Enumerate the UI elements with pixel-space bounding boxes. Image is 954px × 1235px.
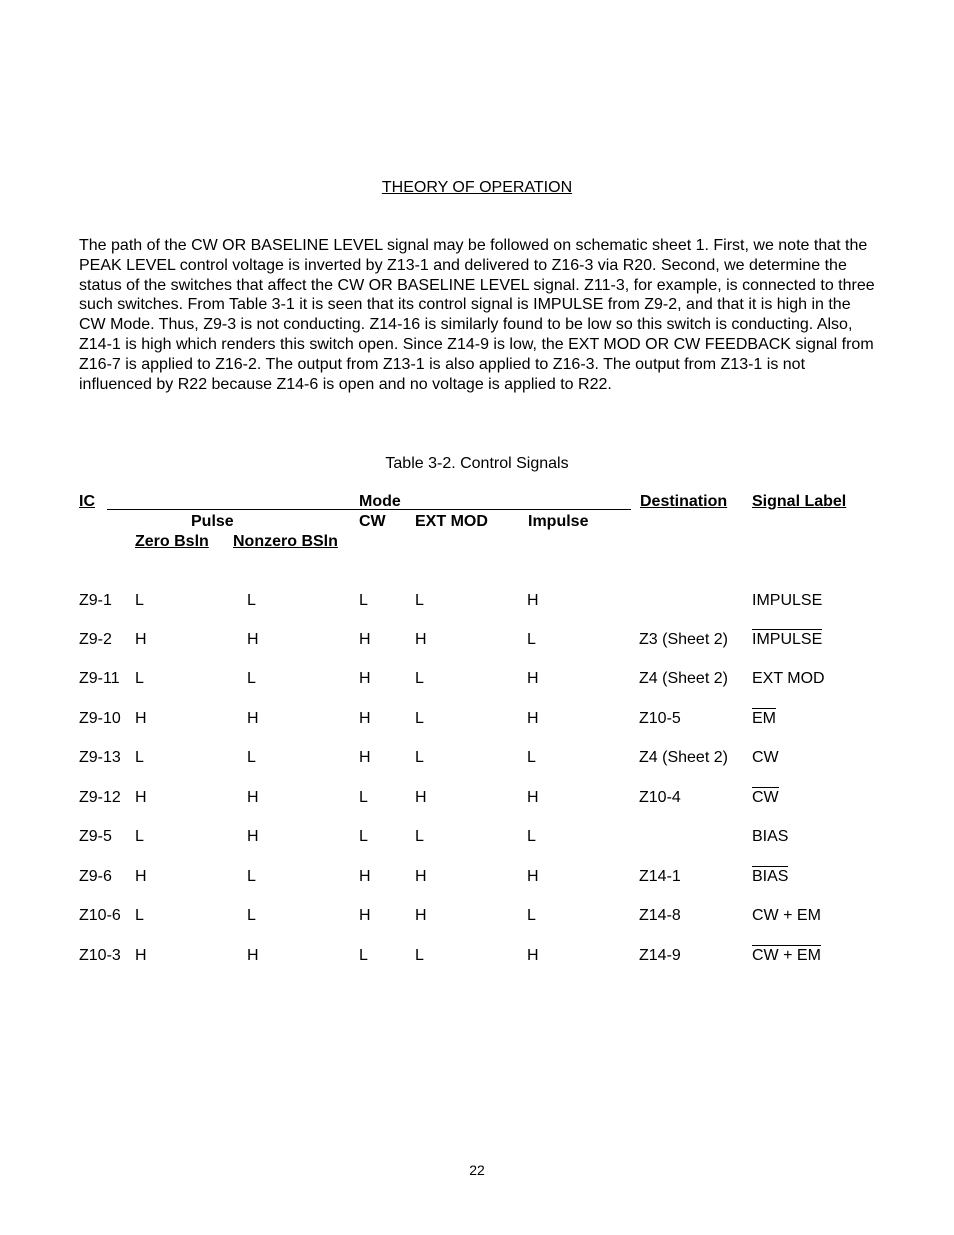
cell-ext-mod: L (415, 947, 424, 964)
cell-ext-mod: L (415, 749, 424, 766)
table-row (0, 630, 954, 650)
cell-cw: H (359, 710, 371, 727)
cell-zero-bsln: H (135, 789, 147, 806)
cell-ext-mod: L (415, 592, 424, 609)
cell-destination: Z4 (Sheet 2) (639, 670, 728, 687)
cell-impulse: H (527, 670, 539, 687)
cell-impulse: L (527, 828, 536, 845)
cell-nonzero-bsln: H (247, 947, 259, 964)
section-heading: THEORY OF OPERATION (381, 179, 573, 196)
cell-cw: L (359, 828, 368, 845)
table-row (0, 788, 954, 808)
cell-ext-mod: L (415, 828, 424, 845)
header-ic: IC (79, 493, 95, 510)
cell-cw: H (359, 907, 371, 924)
cell-nonzero-bsln: H (247, 828, 259, 845)
cell-cw: H (359, 631, 371, 648)
body-paragraph: The path of the CW OR BASELINE LEVEL signal may be followed on schematic sheet 1. First, we note that the PEAK LEVEL control voltage is inverted by Z13-1 and delivered to Z16-3 via R20. Second, we determine the status of the switches that affect the CW OR BASELINE LEVEL signal. Z11-3, for example, is connected to three such switches. From Table 3-1 it is seen that its control signal is IMPULSE from Z9-2, and that it is high in the CW Mode. Thus, Z9-3 is not conducting. Z14-16 is similarly found to be low so this switch is conducting. Also, Z14-1 is high which renders this switch open. Since Z14-9 is low, the EXT MOD OR CW FEEDBACK signal from Z16-7 is applied to Z16-2. The output from Z13-1 is also applied to Z16-3. The output from Z13-1 is not influenced by R22 because Z14-6 is open and no voltage is applied to R22. (79, 237, 875, 393)
cell-impulse: H (527, 947, 539, 964)
cell-destination: Z14-8 (639, 907, 681, 924)
mode-rule (107, 509, 631, 510)
cell-signal-label: CW (752, 789, 779, 806)
cell-ext-mod: L (415, 710, 424, 727)
table-row (0, 709, 954, 729)
page-number: 22 (469, 1162, 485, 1178)
cell-ext-mod: H (415, 868, 427, 885)
cell-cw: H (359, 670, 371, 687)
cell-signal-label: BIAS (752, 868, 789, 885)
cell-destination: Z14-9 (639, 947, 681, 964)
cell-ic: Z9-13 (79, 749, 121, 766)
cell-signal-label: EXT MOD (752, 670, 825, 687)
cell-impulse: H (527, 868, 539, 885)
cell-signal-label: CW + EM (752, 947, 821, 964)
table-row (0, 906, 954, 926)
cell-impulse: H (527, 592, 539, 609)
cell-zero-bsln: H (135, 868, 147, 885)
cell-nonzero-bsln: H (247, 631, 259, 648)
cell-nonzero-bsln: L (247, 670, 256, 687)
header-signal-label: Signal Label (752, 493, 847, 510)
cell-nonzero-bsln: L (247, 907, 256, 924)
cell-destination: Z10-4 (639, 789, 681, 806)
cell-nonzero-bsln: L (247, 749, 256, 766)
cell-destination: Z3 (Sheet 2) (639, 631, 728, 648)
cell-signal-label: CW + EM (752, 907, 821, 924)
cell-zero-bsln: L (135, 670, 144, 687)
cell-destination: Z4 (Sheet 2) (639, 749, 728, 766)
cell-zero-bsln: L (135, 828, 144, 845)
header-pulse: Pulse (191, 513, 234, 530)
header-mode: Mode (359, 493, 401, 510)
table-caption: Table 3-2. Control Signals (385, 455, 569, 472)
table-row (0, 748, 954, 768)
cell-signal-label: IMPULSE (752, 592, 823, 609)
header-ext-mod: EXT MOD (415, 513, 488, 530)
cell-zero-bsln: L (135, 592, 144, 609)
cell-ext-mod: H (415, 631, 427, 648)
cell-ic: Z9-1 (79, 592, 112, 609)
table-row (0, 946, 954, 966)
cell-destination: Z14-1 (639, 868, 681, 885)
cell-ic: Z10-3 (79, 947, 121, 964)
cell-zero-bsln: L (135, 907, 144, 924)
cell-ic: Z9-10 (79, 710, 121, 727)
header-nonzero-bsln: Nonzero BSln (233, 533, 338, 550)
cell-cw: L (359, 592, 368, 609)
cell-ic: Z9-5 (79, 828, 112, 845)
cell-ext-mod: H (415, 789, 427, 806)
header-cw: CW (359, 513, 386, 530)
table-row (0, 591, 954, 611)
cell-nonzero-bsln: L (247, 868, 256, 885)
cell-signal-label: EM (752, 710, 776, 727)
cell-cw: H (359, 868, 371, 885)
cell-cw: L (359, 947, 368, 964)
cell-ic: Z9-6 (79, 868, 112, 885)
header-destination: Destination (640, 493, 728, 510)
header-zero-bsln: Zero Bsln (135, 533, 209, 550)
cell-destination: Z10-5 (639, 710, 681, 727)
cell-ic: Z9-11 (79, 670, 120, 687)
header-impulse: Impulse (528, 513, 589, 530)
cell-impulse: L (527, 907, 536, 924)
cell-zero-bsln: H (135, 710, 147, 727)
cell-zero-bsln: H (135, 631, 147, 648)
table-row (0, 827, 954, 847)
cell-ic: Z10-6 (79, 907, 121, 924)
cell-cw: L (359, 789, 368, 806)
cell-ic: Z9-2 (79, 631, 112, 648)
cell-impulse: L (527, 749, 536, 766)
table-row (0, 867, 954, 887)
cell-impulse: H (527, 710, 539, 727)
cell-signal-label: CW (752, 749, 779, 766)
cell-ic: Z9-12 (79, 789, 121, 806)
cell-impulse: L (527, 631, 536, 648)
cell-ext-mod: L (415, 670, 424, 687)
cell-signal-label: BIAS (752, 828, 789, 845)
cell-zero-bsln: H (135, 947, 147, 964)
table-row (0, 669, 954, 689)
cell-nonzero-bsln: H (247, 789, 259, 806)
cell-zero-bsln: L (135, 749, 144, 766)
cell-nonzero-bsln: H (247, 710, 259, 727)
cell-signal-label: IMPULSE (752, 631, 823, 648)
cell-cw: H (359, 749, 371, 766)
cell-ext-mod: H (415, 907, 427, 924)
cell-impulse: H (527, 789, 539, 806)
cell-nonzero-bsln: L (247, 592, 256, 609)
